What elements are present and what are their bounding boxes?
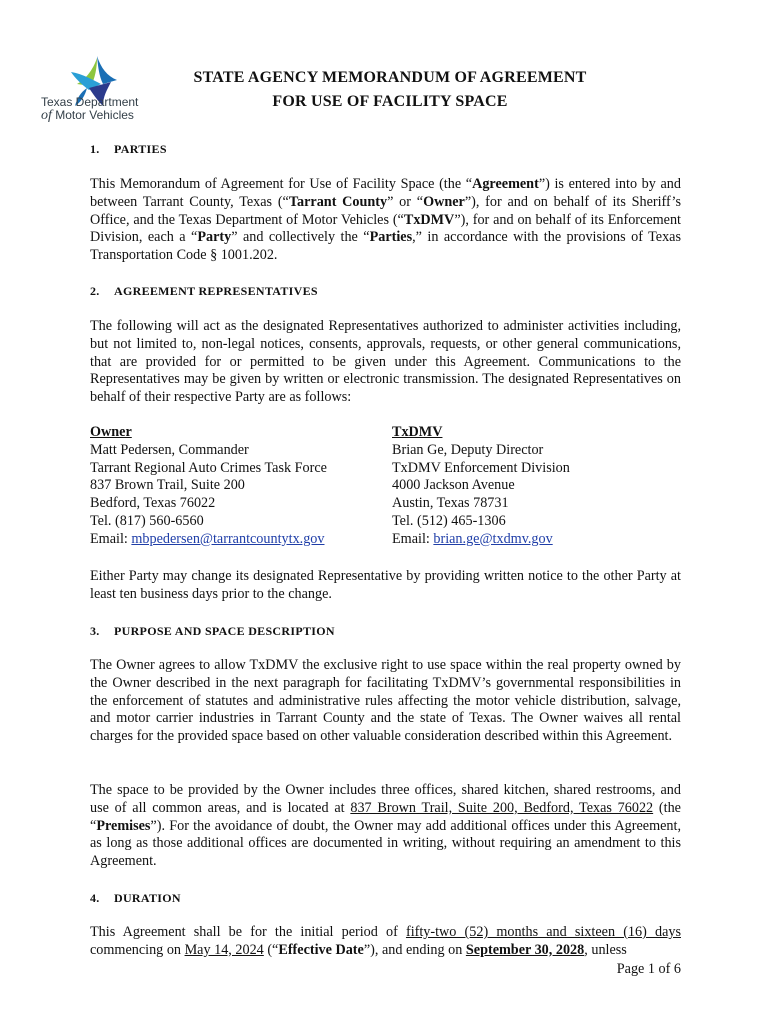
owner-org: Tarrant Regional Auto Crimes Task Force xyxy=(90,459,327,476)
owner-email-link[interactable]: mbpedersen@tarrantcountytx.gov xyxy=(131,530,325,547)
owner-representative: Owner Matt Pedersen, Commander Tarrant Regional Auto Crimes Task Force 837 Brown Trail, Suite 200 Bedford, Texas 76022 Tel. (817) 560-6560 Email: mbpedersen@tarrantcountytx.gov xyxy=(90,424,380,549)
txdmv-representative: TxDMV Brian Ge, Deputy Director TxDMV Enforcement Division 4000 Jackson Avenue Austin, Texas 78731 Tel. (512) 465-1306 Email: brian.ge@txdmv.gov xyxy=(392,424,682,549)
section-3-paragraph-1: The Owner agrees to allow TxDMV the exclusive right to use space within the real property owned by the Owner described in the next paragraph for facilitating TxDMV’s governmental responsibilities in the enforcement of statutes and administrative rules affecting the motor vehicle distribution, salvage, and motor carrier industries in Tarrant County and the state of Texas. The Owner waives all rental charges for the provided space based on other valuable consideration described within this Agreement. xyxy=(90,657,681,745)
owner-tel: Tel. (817) 560-6560 xyxy=(90,512,204,529)
txdmv-email-link[interactable]: brian.ge@txdmv.gov xyxy=(433,530,553,547)
txdmv-org: TxDMV Enforcement Division xyxy=(392,459,570,476)
page-number: Page 1 of 6 xyxy=(616,961,681,977)
section-2-heading: 2. AGREEMENT REPRESENTATIVES xyxy=(90,284,318,298)
txdmv-city: Austin, Texas 78731 xyxy=(392,495,509,512)
txdmv-tel: Tel. (512) 465-1306 xyxy=(392,512,506,529)
section-2-paragraph: The following will act as the designated Representatives authorized to administer activities including, but not limited to, non-legal notices, consents, approvals, requests, or other general communications, that are provided for or permitted to be given under this Agreement. Communications to the Representatives may be given by written or electronic transmission. The designated Representatives on behalf of their respective Party are as follows: xyxy=(90,318,681,406)
document-title-line1: STATE AGENCY MEMORANDUM OF AGREEMENT xyxy=(193,69,587,86)
logo-line2-italic: of xyxy=(41,108,52,123)
owner-name: Matt Pedersen, Commander xyxy=(90,441,249,458)
document-title-line2: FOR USE OF FACILITY SPACE xyxy=(272,93,508,110)
owner-heading: Owner xyxy=(90,424,132,440)
txdmv-address: 4000 Jackson Avenue xyxy=(392,477,515,494)
section-3-heading: 3. PURPOSE AND SPACE DESCRIPTION xyxy=(90,624,335,638)
txdmv-heading: TxDMV xyxy=(392,424,443,440)
section-2-paragraph-2: Either Party may change its designated Representative by providing written notice to the other Party at least ten business days prior to the change. xyxy=(90,568,681,602)
logo-line2: Motor Vehicles xyxy=(51,108,134,122)
logo-line1: Texas Department xyxy=(41,95,139,109)
owner-city: Bedford, Texas 76022 xyxy=(90,495,216,512)
logo-text xyxy=(41,96,145,122)
owner-address: 837 Brown Trail, Suite 200 xyxy=(90,477,245,494)
section-3-paragraph-2: The space to be provided by the Owner includes three offices, shared kitchen, shared restrooms, and use of all common areas, and is located at 837 Brown Trail, Suite 200, Bedford, Texas 76022 (the “Premises”). For the avoidance of doubt, the Owner may add additional offices under this Agreement, as long as those additional offices are documented in writing, without requiring an amendment to this Agreement. xyxy=(90,782,681,870)
txdmv-name: Brian Ge, Deputy Director xyxy=(392,441,544,458)
section-1-paragraph: This Memorandum of Agreement for Use of Facility Space (the “Agreement”) is entered into by and between Tarrant County, Texas (“Tarrant County” or “Owner”), for and on behalf of its Sheriff’s Office, and the Texas Department of Motor Vehicles (“TxDMV”), for and on behalf of its Enforcement Division, each a “Party” and collectively the “Parties,” in accordance with the provisions of Texas Transportation Code § 1001.202. xyxy=(90,176,681,264)
section-4-paragraph: This Agreement shall be for the initial period of fifty-two (52) months and sixteen (16) days commencing on May 14, 2024 (“Effective Date”), and ending on September 30, 2028, unless xyxy=(90,924,681,958)
section-4-heading: 4. DURATION xyxy=(90,891,181,905)
section-1-heading: 1. PARTIES xyxy=(90,142,167,156)
